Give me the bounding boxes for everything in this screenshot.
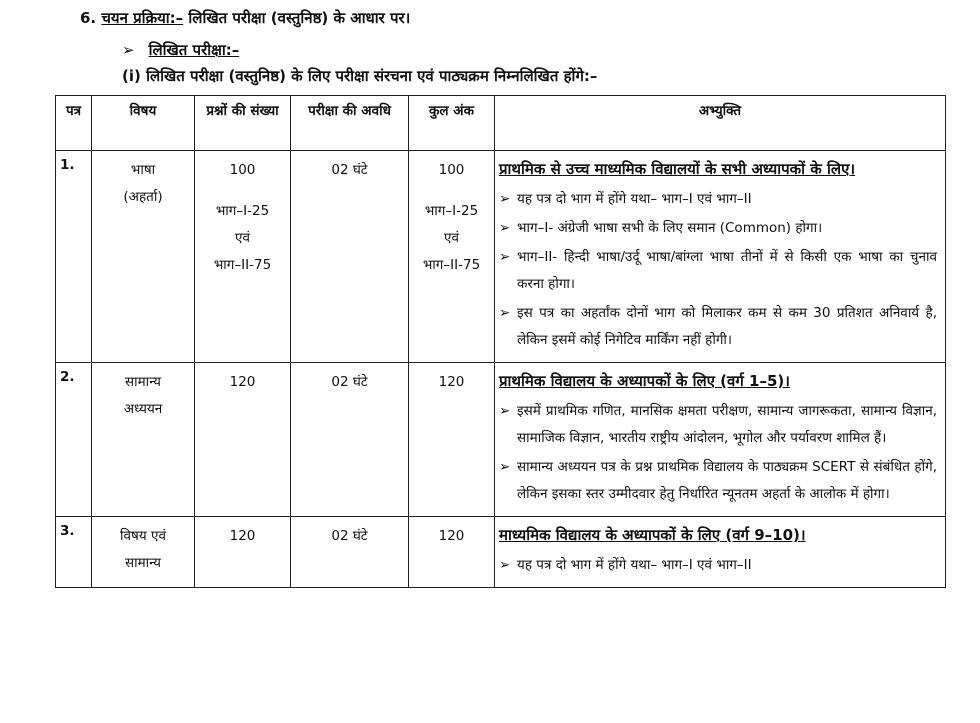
marks-cell: 120 [409,517,495,588]
section-text: लिखित परीक्षा (वस्तुनिष्ठ) के आधार पर। [183,9,411,27]
list-item [499,215,941,242]
list-item [499,244,941,298]
point-text: सामान्य अध्ययन पत्र के प्रश्न प्राथमिक विद्यालय के पाठ्यक्रम SCERT से संबंधित होंगे, लेकिन इसका स्तर उम्मीदवार हेतु निर्धारित न्यूनतम अहर्ता के आलोक में होगा। [517,459,937,502]
subject-line: सामान्य [124,374,161,390]
questions-cell [195,151,291,363]
remark-points [499,552,941,579]
arrow-bullet-icon: ➢ [122,41,135,59]
paper-number: 3. [56,517,92,588]
remark-points [499,186,941,354]
subject-cell [92,363,195,517]
subject-cell [92,151,195,363]
remark-title: प्राथमिक से उच्च माध्यमिक विद्यालयों के सभी अध्यापकों के लिए। [499,160,856,178]
arrow-bullet-icon: ➢ [499,191,511,207]
paper-number: 2. [56,363,92,517]
header-remarks: अभ्युक्ति [495,96,946,151]
marks-cell [409,151,495,363]
list-item [499,552,941,579]
list-item [499,186,941,213]
subject-line: भाषा [130,162,156,178]
arrow-bullet-icon: ➢ [499,403,511,419]
remarks-cell [495,363,946,517]
list-item [499,398,941,452]
paper-number: 1. [56,151,92,363]
arrow-bullet-icon: ➢ [499,220,511,236]
table-row [56,151,946,363]
point-text: यह पत्र दो भाग में होंगे यथा– भाग–I एवं भाग–II [517,557,752,573]
questions-cell: 120 [195,517,291,588]
list-item [499,300,941,354]
marks-total: 100 [438,162,465,178]
marks-part-1: भाग–I-25 [424,203,479,219]
questions-cell: 120 [195,363,291,517]
duration-cell: 02 घंटे [291,363,409,517]
remark-title: प्राथमिक विद्यालय के अध्यापकों के लिए (वर्ग 1–5)। [499,372,790,390]
point-text: इस पत्र का अहर्तांक दोनों भाग को मिलाकर कम से कम 30 प्रतिशत अनिवार्य है, लेकिन इसमें कोई निगेटिव मार्किंग नहीं होगी। [517,305,937,348]
list-item [499,454,941,508]
table-header-row [56,96,946,151]
section-label: चयन प्रक्रिया:– [101,9,184,27]
table-row [56,363,946,517]
subheading-label: लिखित परीक्षा:– [148,41,240,59]
questions-and: एवं [235,230,250,246]
questions-total: 100 [229,162,256,178]
remarks-cell [495,151,946,363]
marks-cell: 120 [409,363,495,517]
duration-cell: 02 घंटे [291,151,409,363]
subheading [122,40,239,60]
section-number: 6. [80,9,97,27]
header-paper: पत्र [56,96,92,151]
subject-line: विषय एवं [120,528,166,544]
arrow-bullet-icon: ➢ [499,249,511,265]
remark-points [499,398,941,508]
subject-line: (अहर्ता) [123,189,163,205]
table-row [56,517,946,588]
point-text: इसमें प्राथमिक गणित, मानसिक क्षमता परीक्षण, सामान्य जागरूकता, सामान्य विज्ञान, सामाजिक विज्ञान, भारतीय राष्ट्रीय आंदोलन, भूगोल और पर्यावरण शामिल हैं। [517,403,937,446]
exam-structure-table [55,95,946,588]
header-duration: परीक्षा की अवधि [291,96,409,151]
point-text: यह पत्र दो भाग में होंगे यथा– भाग–I एवं भाग–II [517,191,752,207]
subject-line: अध्ययन [123,401,163,417]
point-text: भाग–II- हिन्दी भाषा/उर्दू भाषा/बांग्ला भाषा तीनों में से किसी एक भाषा का चुनाव करना होगा। [517,249,937,292]
subject-cell [92,517,195,588]
point-text: भाग–I- अंग्रेजी भाषा सभी के लिए समान (Common) होगा। [517,220,823,236]
subject-line: सामान्य [124,555,161,571]
arrow-bullet-icon: ➢ [499,459,511,475]
intro-text: (i) लिखित परीक्षा (वस्तुनिष्ठ) के लिए परीक्षा संरचना एवं पाठ्यक्रम निम्नलिखित होंगे:– [122,67,598,85]
marks-and: एवं [444,230,459,246]
header-subject: विषय [92,96,195,151]
remark-title: माध्यमिक विद्यालय के अध्यापकों के लिए (वर्ग 9–10)। [499,526,806,544]
header-questions: प्रश्नों की संख्या [195,96,291,151]
arrow-bullet-icon: ➢ [499,557,511,573]
arrow-bullet-icon: ➢ [499,305,511,321]
questions-part-2: भाग–II-75 [213,257,272,273]
section-heading [80,8,410,28]
duration-cell: 02 घंटे [291,517,409,588]
header-marks: कुल अंक [409,96,495,151]
remarks-cell [495,517,946,588]
marks-part-2: भाग–II-75 [422,257,481,273]
questions-part-1: भाग–I-25 [215,203,270,219]
